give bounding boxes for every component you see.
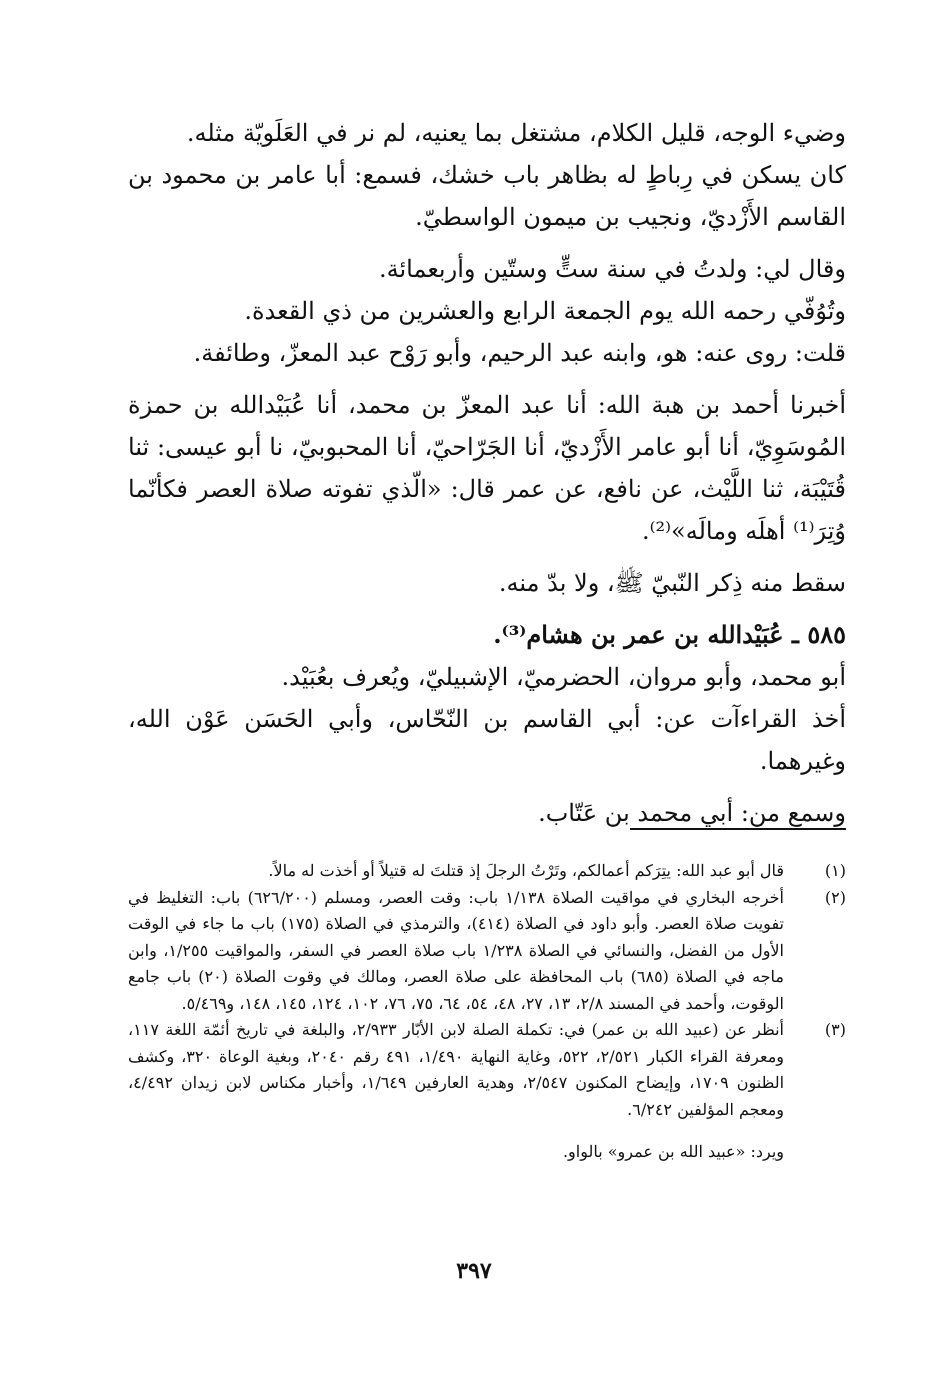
- entry-heading: ٥٨٥ ـ عُبَيْدالله بن عمر بن هشام⁽³⁾.: [493, 620, 846, 649]
- paragraph: وسمع من: أبي محمد بن عَتّاب.: [538, 799, 846, 827]
- footnotes: [128, 858, 846, 1182]
- footnote-text: أنظر عن (عبيد الله بن عمر) في: تكملة الصلة لابن الأبّار ٢/٩٣٣، والبلغة في تاريخ أئمّة اللغة ١١٧، ومعرفة القراء الكبار ٢/٥٢١، ٥٢٢، وغاية النهاية ١/٤٩٠، ٤٩١ رقم ٢٠٤٠، وبغية الوعاة ٣٢٠، وكشف الظنون ١٧٠٩، وإيضاح المكنون ٢/٥٤٧، وهدية العارفين ١/٦٤٩، وأخبار مكناس لابن زيدان ٤/٤٩٢، ومعجم المؤلفين ٦/٢٤٢.: [128, 1020, 785, 1119]
- paragraph: وتُوُفّي رحمه الله يوم الجمعة الرابع والعشرين من ذي القعدة.: [244, 297, 846, 325]
- footnote-continuation: ويرد: «عبيد الله بن عمرو» بالواو.: [562, 1142, 784, 1161]
- paragraph: أخذ القراءآت عن: أبي القاسم بن النّحّاس، وأبي الحَسَن عَوْن الله، وغيرهما.: [128, 705, 846, 775]
- footnote-text: أخرجه البخاري في مواقيت الصلاة ١/١٣٨ باب: وقت العصر، ومسلم (٦٢٦/٢٠٠) باب: التغليظ في تفويت صلاة العصر. وأبو داود في الصلاة (٤١٤)، والترمذي في الصلاة (١٧٥) باب ما جاء في الوقت الأول من الفضل، والنسائي في الصلاة ١/٢٣٨ باب صلاة العصر في السفر، والمواقيت ١/٢٥٥، وابن ماجه في الصلاة (٦٨٥) باب المحافظة على صلاة العصر، ومالك في وقوت الصلاة (٢٠) باب جامع الوقوت، وأحمد في المسند ٢/٨، ١٣، ٢٧، ٤٨، ٥٤، ٦٤، ٧٥، ٧٦، ١٠٢، ١٢٤، ١٤٥، ١٤٨، و٥/٤٦٩.: [128, 887, 785, 1013]
- footnote: [128, 885, 846, 1018]
- footnote-number: (١): [824, 861, 846, 880]
- footnote: [128, 1017, 846, 1123]
- paragraph: وضيء الوجه، قليل الكلام، مشتغل بما يعنيه، لم نر في العَلَويّة مثله.: [186, 119, 846, 147]
- paragraph: كان يسكن في رِباطٍ له بظاهر باب خشك، فسمع: أبا عامر بن محمود بن القاسم الأَزْديّ، ونجيب بن ميمون الواسطيّ.: [128, 161, 846, 231]
- footnote-divider: [630, 828, 846, 830]
- footnote: [128, 858, 846, 885]
- footnote-text: قال أبو عبد الله: يتِرَكم أعمالكم، وتَرْتُ الرجلَ إذ قتلتَ له قتيلاً أو أخذت له مالاً.: [268, 861, 784, 880]
- paragraph: وقال لي: ولدتُ في سنة ستٍّ وستّين وأربعمائة.: [378, 255, 846, 283]
- footnote-number: (٣): [824, 1020, 846, 1039]
- main-text: [128, 112, 846, 834]
- hadith-paragraph: أخبرنا أحمد بن هبة الله: أنا عبد المعزّ بن محمد، أنا عُبَيْدالله بن حمزة المُوسَوِيّ، أنا أبو عامر الأَزْديّ، أنا الجَرّاحيّ، أنا المحبوبيّ، نا أبو عيسى: ثنا قُتَيْبَة، ثنا اللَّيْث، عن نافع، عن عمر قال: «الّذي تفوته صلاة العصر فكأنّما وُتِرَ⁽¹⁾ أهلَه ومالَه»⁽²⁾.: [128, 391, 846, 545]
- paragraph: أبو محمد، وأبو مروان، الحضرميّ، الإشبيليّ، ويُعرف بعُبَيْد.: [281, 663, 846, 691]
- footnote-number: (٢): [824, 887, 846, 907]
- paragraph: قلت: روى عنه: هو، وابنه عبد الرحيم، وأبو رَوْح عبد المعزّ، وطائفة.: [193, 339, 846, 367]
- page-number: ٣٩٧: [456, 1258, 492, 1284]
- paragraph: سقط منه ذِكر النّبيّ ﷺ، ولا بدّ منه.: [498, 569, 846, 597]
